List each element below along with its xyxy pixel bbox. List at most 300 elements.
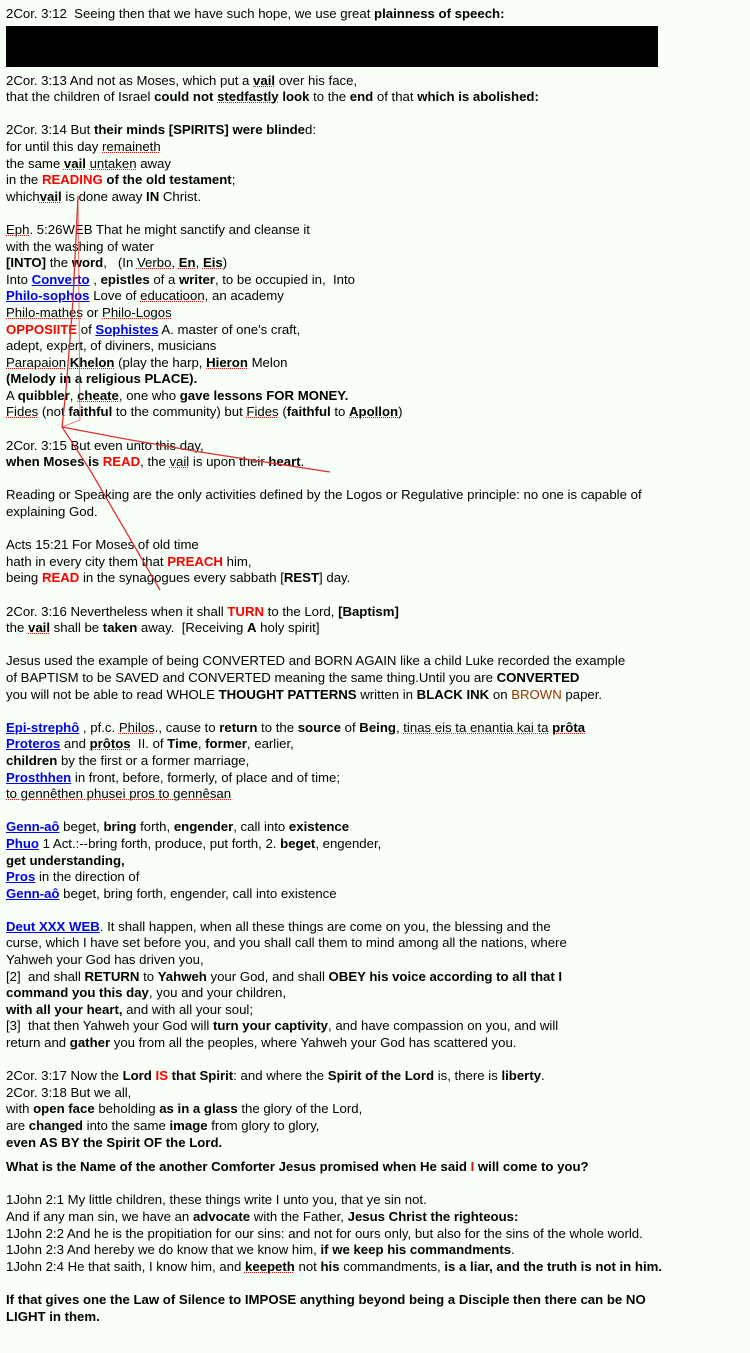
t: beget,	[59, 819, 104, 835]
spacer	[6, 587, 744, 604]
t: of a	[149, 271, 180, 287]
spacer	[6, 803, 744, 820]
jesus-note-line2	[6, 670, 744, 687]
t: gave lessons FOR MONEY.	[179, 387, 349, 403]
t: 2Cor. 3:18 But we all,	[6, 1084, 132, 1100]
greek2-line1	[6, 819, 744, 836]
t: And if any man sin, we have an	[6, 1208, 193, 1224]
verse-2cor-3-15-line1	[6, 438, 744, 455]
t: explaining God.	[6, 504, 98, 520]
jesus-note-line1	[6, 653, 744, 670]
eph-line7	[6, 322, 744, 339]
t: command you this day	[6, 985, 149, 1001]
t: A	[6, 387, 18, 403]
t: ,	[395, 719, 404, 735]
greek1-line2	[6, 736, 744, 753]
word-protos: prôtos	[89, 736, 131, 752]
t: Jesus Christ the righteous:	[347, 1208, 519, 1224]
deut-line5	[6, 985, 744, 1002]
t: or	[82, 304, 103, 320]
word-cheate: cheate	[77, 387, 119, 403]
t: with the Father,	[250, 1208, 348, 1224]
t: the	[46, 255, 72, 271]
t: to the	[257, 719, 298, 735]
t: of BAPTISM to be SAVED and CONVERTED meaning the same thing.Until you are	[6, 669, 497, 685]
closing-line1	[6, 1292, 744, 1309]
verse-2cor-3-14-line3	[6, 156, 744, 173]
word-philo-mathes: Philo-mathes	[6, 304, 83, 320]
word-read-highlight: READ	[102, 454, 141, 470]
t: their minds [SPIRITS] were blinde	[93, 122, 306, 138]
verse-2cor-3-13-line1	[6, 73, 744, 90]
t: over his face,	[275, 72, 358, 88]
t: of	[340, 719, 360, 735]
verse-2cor-3-14-line1	[6, 122, 744, 139]
spacer	[6, 106, 744, 123]
reading-note-line2	[6, 504, 744, 521]
verse-1john-2-2	[6, 1226, 744, 1243]
t: , an academy	[204, 288, 284, 304]
t: and with all your soul;	[122, 1001, 253, 1017]
t: curse, which I have set before you, and you shall call them to mind among all the nations, where	[6, 935, 567, 951]
greek1-line4	[6, 770, 744, 787]
t: of that	[373, 89, 418, 105]
t: ] day.	[319, 570, 351, 586]
verse-2cor-3-15-line2	[6, 454, 744, 471]
t: shall be	[50, 620, 103, 636]
word-apollon: Apollon	[349, 404, 399, 420]
word-khelon: Khelon	[69, 354, 115, 370]
link-deut-xxx-web[interactable]: Deut XXX WEB	[6, 918, 100, 934]
t: former	[205, 736, 247, 752]
t: children	[6, 752, 58, 768]
t: that the children of Israel	[6, 89, 155, 105]
t: faithful	[286, 404, 331, 420]
t: (	[278, 404, 287, 420]
greek2-line5	[6, 886, 744, 903]
word-stedfastly: stedfastly	[217, 89, 279, 105]
t: is, there is	[434, 1068, 502, 1084]
t: for until this day	[6, 138, 103, 154]
t: in the	[6, 172, 42, 188]
spacer	[6, 902, 744, 919]
verse-1john-2-4	[6, 1259, 744, 1276]
verse-1john-2-3	[6, 1242, 744, 1259]
t: to	[139, 968, 158, 984]
t: Christ.	[159, 188, 201, 204]
t: even AS BY the Spirit OF the Lord.	[6, 1134, 223, 1150]
jesus-note-line3	[6, 687, 744, 704]
t: .	[541, 1068, 545, 1084]
verse-2cor-3-16-line1	[6, 604, 744, 621]
t: return and	[6, 1035, 70, 1051]
t: A. master of one's craft,	[158, 321, 301, 337]
word-eph: Eph	[6, 221, 30, 237]
t: beget, bring forth, engender, call into existence	[59, 885, 337, 901]
t: which	[6, 188, 40, 204]
spacer	[6, 521, 744, 538]
link-genn-ao[interactable]: Genn-aô	[6, 819, 60, 835]
t: taken	[102, 620, 138, 636]
t: holy spirit]	[256, 620, 320, 636]
t: )	[398, 404, 403, 420]
spacer	[6, 1052, 744, 1069]
t: Love of	[89, 288, 141, 304]
t: (Melody in a religious PLACE).	[6, 371, 198, 387]
link-phuo[interactable]: Phuo	[6, 835, 39, 851]
t: II. of	[130, 736, 168, 752]
t: [3] that then Yahweh your God will	[6, 1018, 213, 1034]
t: , the	[140, 454, 170, 470]
eph-line10	[6, 371, 744, 388]
greek2-line4	[6, 869, 744, 886]
reading-note-line1	[6, 487, 744, 504]
t: A	[246, 620, 257, 636]
t: his	[320, 1258, 340, 1274]
t: faithful	[68, 404, 113, 420]
deut-line4	[6, 969, 744, 986]
spacer	[6, 421, 744, 438]
spacer	[6, 471, 744, 488]
verse-2cor-3-14-line2	[6, 139, 744, 156]
word-parapaion: Parapaion	[6, 354, 67, 370]
t: with all your heart,	[6, 1001, 123, 1017]
eph-line11	[6, 388, 744, 405]
acts-line2	[6, 554, 744, 571]
t: beget	[280, 835, 316, 851]
word-i-highlight: I	[470, 1159, 475, 1175]
link-pros[interactable]: Pros	[6, 869, 36, 885]
t: Time	[167, 736, 198, 752]
word-vail: vail	[253, 72, 276, 88]
word-philo-logos: Philo-Logos	[102, 304, 172, 320]
eph-line6	[6, 305, 744, 322]
t: end	[349, 89, 374, 105]
t: gather	[69, 1035, 111, 1051]
t: on	[489, 686, 512, 702]
t: , (In	[103, 255, 137, 271]
word-hieron: Hieron	[206, 354, 248, 370]
t: is a liar, and the truth is not in him.	[444, 1258, 662, 1274]
word-educatioon: educatioon	[140, 288, 205, 304]
link-genn-ao[interactable]: Genn-aô	[6, 885, 60, 901]
t: BLACK INK	[416, 686, 490, 702]
deut-line8	[6, 1035, 744, 1052]
t: ,	[195, 255, 203, 271]
t: Yahweh	[157, 968, 207, 984]
t: when Moses is	[6, 454, 103, 470]
t: adept, expert, of diviners, musicians	[6, 338, 217, 354]
verse-2cor-3-13-line2	[6, 89, 744, 106]
eph-line4	[6, 272, 744, 289]
t: : and where the	[233, 1068, 328, 1084]
t: , pf.c.	[79, 719, 119, 735]
t: , call into	[233, 819, 289, 835]
verse-2cor-3-14-line4	[6, 172, 744, 189]
t: image	[169, 1118, 208, 1133]
t: paper.	[561, 686, 603, 702]
t: being	[6, 570, 42, 586]
t: liberty	[501, 1068, 542, 1084]
t: 1John 2:1 My little children, these things write I unto you, that ye sin not.	[6, 1192, 427, 1208]
t: Spirit of the Lord	[327, 1068, 435, 1084]
t: . It shall happen, when all these things are come on you, the blessing and the	[99, 918, 551, 934]
deut-line6	[6, 1002, 744, 1019]
word-vail: vail	[39, 188, 62, 204]
word-preach-highlight: PREACH	[167, 553, 223, 569]
eph-line1	[6, 222, 744, 239]
t: CONVERTED	[496, 669, 580, 685]
t: with the washing of water	[6, 238, 155, 254]
eph-line9	[6, 355, 744, 372]
t: is done away	[61, 188, 147, 204]
phrase-gennethen: to gennêthen phusei pros to gennêsan	[6, 786, 232, 802]
t: of the old testament	[102, 172, 232, 188]
t: writer	[179, 271, 215, 287]
t: 1 Act.:--bring forth, produce, put forth, 2.	[38, 835, 281, 851]
t: could not	[154, 89, 218, 105]
t: IN	[146, 188, 160, 204]
t: 2Cor. 3:14 But	[6, 122, 94, 138]
t: , one who	[118, 387, 180, 403]
verse-2cor-3-12	[6, 6, 744, 23]
eph-line3	[6, 255, 744, 272]
spacer	[6, 637, 744, 654]
t: the	[6, 620, 28, 636]
word-fides: Fides	[6, 404, 39, 420]
t: away	[136, 155, 171, 171]
t: Into	[6, 271, 32, 287]
t: are	[6, 1118, 29, 1133]
t: OBEY his voice according to all that I	[328, 968, 563, 984]
greek1-line5	[6, 786, 744, 803]
t: commandments,	[339, 1258, 445, 1274]
t: (play the harp,	[114, 354, 207, 370]
t: .	[300, 454, 305, 470]
t: Being	[359, 719, 396, 735]
t: [Baptism]	[338, 603, 399, 619]
phrase-tinas: tinas eis ta enantia kai ta	[403, 719, 549, 735]
word-prota: prôta	[552, 719, 586, 735]
word-vail: vail	[169, 454, 190, 470]
t: written in	[356, 686, 417, 702]
t: What is the Name of the another Comforter Jesus promised when He said	[6, 1159, 471, 1175]
t: , and have compassion on you, and will	[328, 1018, 559, 1034]
t: not	[294, 1258, 321, 1274]
t: you from all the peoples, where Yahweh your God has scattered you.	[110, 1035, 517, 1051]
t: ;	[231, 172, 236, 188]
word-opposiite: OPPOSIITE	[6, 321, 78, 337]
t: )	[222, 255, 228, 271]
t: REST	[283, 570, 320, 586]
t: away. [Receiving	[137, 620, 247, 636]
t: source	[297, 719, 341, 735]
word-remaineth: remaineth	[102, 138, 161, 154]
verse-2cor-3-16-line2	[6, 620, 744, 637]
spacer	[6, 1275, 744, 1292]
greek1-line3	[6, 753, 744, 770]
t: , engender,	[315, 835, 382, 851]
t: 2Cor. 3:13 And not as Moses, which put a	[6, 72, 254, 88]
t: if we keep his commandments	[320, 1242, 512, 1258]
t: 1John 2:4 He that saith, I know him, and	[6, 1258, 245, 1274]
t: ,	[69, 387, 78, 403]
t: as in a glass	[159, 1101, 238, 1117]
t: of	[77, 321, 96, 337]
t: hath in every city them that	[6, 553, 168, 569]
t: you will not be able to read WHOLE	[6, 686, 219, 702]
t: ,	[171, 255, 179, 271]
t: ,	[89, 271, 101, 287]
t: him,	[222, 553, 252, 569]
t: , to be occupied in, Into	[214, 271, 355, 287]
t: THOUGHT PATTERNS	[218, 686, 357, 702]
verse-2cor-3-14-line5	[6, 189, 744, 206]
word-reading-highlight: READING	[41, 172, 103, 188]
closing-line2	[6, 1309, 744, 1326]
t: by the first or a former marriage,	[57, 752, 250, 768]
deut-line3	[6, 952, 744, 969]
comforter-question	[6, 1159, 744, 1176]
spacer	[6, 1176, 744, 1193]
word-philos: Philos	[118, 719, 155, 735]
greek1-line1	[6, 720, 744, 737]
t: to the community) but	[112, 404, 247, 420]
t: changed	[28, 1118, 83, 1133]
t: epistles	[100, 271, 150, 287]
t: will come to you?	[474, 1159, 589, 1175]
eph-line8	[6, 338, 744, 355]
t: Jesus used the example of being CONVERTED and BORN AGAIN like a child Luke recorded the example	[6, 653, 626, 669]
acts-line3	[6, 570, 744, 587]
link-epi-strepho[interactable]: Epi-strephô	[6, 719, 80, 735]
t: is upon their	[189, 454, 269, 470]
t: in the direction of	[35, 869, 140, 885]
t: LIGHT in them.	[6, 1308, 100, 1324]
black-redaction-bar	[6, 26, 658, 67]
word-is-highlight: IS	[155, 1068, 168, 1084]
deut-line2	[6, 935, 744, 952]
t: ,	[197, 736, 206, 752]
eph-line12	[6, 404, 744, 421]
t: forth,	[136, 819, 174, 835]
t: quibbler	[17, 387, 70, 403]
t: with	[6, 1101, 34, 1117]
t: If that gives one the Law of Silence to IMPOSE anything beyond being a Disciple then there can be NO	[6, 1291, 646, 1307]
t: the same	[6, 155, 64, 171]
word-verbo: Verbo	[136, 255, 172, 271]
word-eis: Eis	[202, 255, 223, 271]
t: Melon	[247, 354, 288, 370]
verse-bold: plainness of speech:	[374, 6, 505, 21]
t: Lord	[122, 1068, 156, 1084]
t: 1John 2:2 And he is the propitiation for our sins: and not for ours only, but also for the sins of the whole world.	[6, 1225, 643, 1241]
eph-line2	[6, 239, 744, 256]
t: advocate	[192, 1208, 251, 1224]
t: beholding	[94, 1101, 160, 1117]
deut-line1	[6, 919, 744, 936]
t: open face	[33, 1101, 95, 1117]
t: into the same	[82, 1118, 170, 1133]
t: [2] and shall	[6, 968, 85, 984]
t: ., cause to	[154, 719, 220, 735]
t: Acts 15:21 For Moses of old time	[6, 537, 199, 553]
t: engender	[173, 819, 234, 835]
verse-1john-2-1-line1	[6, 1192, 744, 1209]
verse-2cor-3-17	[6, 1068, 744, 1085]
t: to the Lord,	[264, 603, 339, 619]
t: 2Cor. 3:17 Now the	[6, 1068, 123, 1084]
eph-line5	[6, 288, 744, 305]
t: (not	[38, 404, 69, 420]
word-fides: Fides	[246, 404, 279, 420]
t: to	[330, 404, 349, 420]
word-brown: BROWN	[511, 686, 562, 702]
link-philo-sophos[interactable]: Philo-sophos	[6, 288, 90, 304]
t: bring	[103, 819, 137, 835]
word-vail: vail	[28, 620, 50, 636]
t: get understanding,	[6, 852, 125, 868]
spacer	[6, 703, 744, 720]
t: existence	[288, 819, 350, 835]
t: the glory of the Lord,	[237, 1101, 363, 1117]
verse-2cor-3-18-line1	[6, 1085, 744, 1102]
greek2-line3	[6, 853, 744, 870]
t: your God, and shall	[206, 968, 329, 984]
t: 2Cor. 3:16 Nevertheless when it shall	[6, 603, 228, 619]
verse-text: 2Cor. 3:12 Seeing then that we have such hope, we use great	[6, 6, 375, 21]
t: . 5:26WEB That he might sanctify and cleanse it	[29, 221, 310, 237]
link-prosthhen[interactable]: Prosthhen	[6, 769, 72, 785]
t: , you and your children,	[148, 985, 286, 1001]
t: d:	[305, 122, 317, 138]
word-keepeth: keepeth	[244, 1258, 295, 1274]
deut-line7	[6, 1018, 744, 1035]
verse-1john-2-1-line2	[6, 1209, 744, 1226]
t: RETURN	[84, 968, 140, 984]
t: and	[60, 736, 90, 752]
spacer	[6, 205, 744, 222]
link-converto[interactable]: Converto	[31, 271, 90, 287]
t: from glory to glory,	[207, 1118, 320, 1133]
verse-2cor-3-18-line4	[6, 1135, 744, 1152]
verse-2cor-3-18-line2	[6, 1101, 744, 1118]
verse-2cor-3-18-line3	[6, 1118, 744, 1135]
t: word	[71, 255, 104, 271]
t: Reading or Speaking are the only activities defined by the Logos or Regulative principle: no one is capable of	[6, 487, 642, 503]
t: which is abolished:	[417, 89, 539, 105]
t: , earlier,	[246, 736, 294, 752]
t: heart	[268, 454, 301, 470]
t: 1John 2:3 And hereby we do know that we know him,	[6, 1242, 321, 1258]
link-sophistes[interactable]: Sophistes	[95, 321, 159, 337]
acts-line1	[6, 537, 744, 554]
t: in the synagogues every sabbath [	[79, 570, 284, 586]
link-proteros[interactable]: Proteros	[6, 736, 61, 752]
word-en: En	[178, 255, 196, 271]
word-vail: vail	[63, 155, 86, 171]
t: [INTO]	[6, 255, 47, 271]
t: in front, before, formerly, of place and of time;	[71, 769, 340, 785]
t: that Spirit	[168, 1068, 234, 1084]
t: return	[219, 719, 258, 735]
greek2-line2	[6, 836, 744, 853]
spacer	[6, 1151, 744, 1159]
word-read-highlight: READ	[41, 570, 80, 586]
t: to the	[309, 89, 350, 105]
t: turn your captivity	[212, 1018, 329, 1034]
t: 2Cor. 3:15 But even unto this day,	[6, 437, 204, 453]
